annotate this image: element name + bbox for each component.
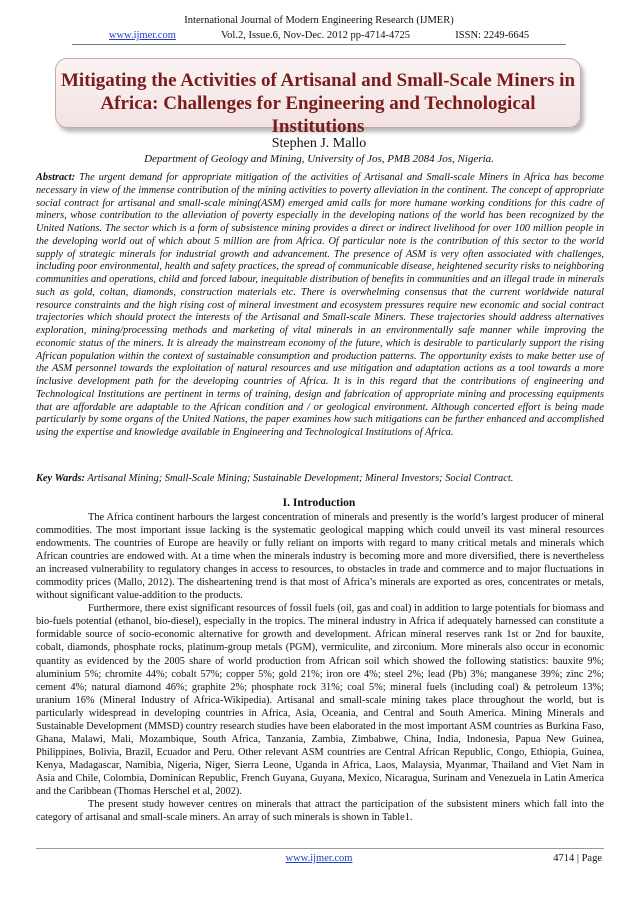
journal-details <box>0 29 638 43</box>
keywords-label: Key Wards: <box>36 473 85 484</box>
journal-volume: Vol.2, Issue.6, Nov-Dec. 2012 pp-4714-4725 <box>220 30 411 41</box>
paragraph: Furthermore, there exist significant resources of fossil fuels (oil, gas and coal) in addition to large potentials for biomass and bio-fuels potential (ethanol, bio-diesel), especially in the tropics. The mineral industry in Africa if adequately harnessed can constitute a formidable source of socio-economic alternative for growth and development. African mineral reserves rank 1st or 2nd for bauxite, cobalt, diamonds, phosphate rocks, platinum-group metals (PGM), vermiculite, and zirconium. More minerals also occur in economic quantity as evidenced by the 2005 share of world production from African soil which showed the following statistics: bauxite 9%; aluminium 5%; chromite 44%; cobalt 57%; copper 5%; gold 21%; iron ore 4%; steel 2%; lead (Pb) 3%; manganese 39%; zinc 2%; cement 4%; natural diamond 46%; graphite 2%; phosphate rock 31%; coal 5%; mineral fuels (including coal) & petroleum 13%; uranium 16% (Mineral Industry of Africa-Wikipedia). Artisanal and small-scale mining takes place throughout the world, but is particularly widespread in developing countries in Africa, Asia, Oceania, and Central and South America. Mining Minerals and Sustainable Development (MMSD) country research studies have been elaborated in the most important ASM countries as Burkina Faso, Ghana, Malawi, Mali, Mozambique, South Africa, Tanzania, Zambia, Zimbabwe, China, India, Indonesia, Papua New Guinea, Philippines, Bolivia, Brazil, Ecuador and Peru. Other relevant ASM countries are Central African Republic, Congo, Ethiopia, Guinea, Kenya, Madagascar, Namibia, Nigeria, Niger, Sierra Leone, Uganda in Africa, Laos, Malaysia, Myanmar, Thailand and Viet Nam in Asia and Chile, Colombia, Dominican Republic, French Guyana, Guyana, Mexico, Nicaragua, Surinam and Venezuela in Latin America and the Caribbean (Thomas Herschel et al, 2002). <box>36 603 604 797</box>
author-name: Stephen J. Mallo <box>271 136 367 151</box>
paper-title <box>56 69 580 138</box>
author-affiliation: Department of Geology and Mining, University of Jos, PMB 2084 Jos, Nigeria. <box>144 153 494 165</box>
header-divider <box>72 44 566 45</box>
title-line-2: Africa: Challenges for Engineering and Technological Institutions <box>100 93 536 137</box>
abstract <box>36 172 604 440</box>
paragraph: The Africa continent harbours the largest concentration of minerals and presently is the world’s largest producer of mineral commodities. The most important issue lacking is the systematic geological mapping which could unveil its vast mineral resources endowments. The countries of Europe are heavily or fully reliant on imports with regard to many critical metals and minerals which African countries are endowed with. At a time when the minerals industry is becoming more and more diversified, there is nevertheless an increased vulnerability to regulatory changes in access to resources, to obstacles in trade and commerce and to major fluctuations in commodity prices (Mallo, 2012). The disheartening trend is that most of Africa’s minerals are exported as ores, concentrates or metals, without significant value-addition to the products. <box>36 512 604 602</box>
footer-url-link[interactable]: www.ijmer.com <box>285 853 353 864</box>
keywords <box>36 472 604 485</box>
abstract-label: Abstract: <box>36 172 76 183</box>
abstract-text: The urgent demand for appropriate mitigation of the activities of Artisanal and Small-scale Miners in Africa has become necessary in view of the immense contribution of the mining activities to poverty alleviation in the continent. The concept of appropriate social contract for artisanal and small-scale mining(ASM) emerged amid calls for more humane working conditions for this cadre of miners, whose contribution to the alleviation of poverty especially in the developing nations of the world has been recognized by the United Nations. The sector which is a form of subsistence mining provides a direct or indirect livelihood for over 100 million people in the developing world out of which about 5 million are from Africa. Of particular note is the contribution of this sector to the world supply of strategic minerals for industrial growth and advancement. The presence of ASM is very often associated with challenges, including poor environmental, health and safety practices, the spread of communicable disease, heightened security risks to neighboring communities and operations, child and forced labour, inequitable distribution of benefits in communities and an illegal trade in minerals such as gold, coltan, diamonds, construction materials etc. There is overwhelming consensus that the current worldwide natural resource constraints and the high rising cost of mineral investment and ecosystem pressures require new economic and social contract trajectories which should protect the interests of the Artisanal and Small-scale Miners. These trajectories should address alternatives exploration, mining/processing methods and marketing of vital minerals in an environmentally safe manner while improving the economic status of the miners. It is already the mainstream economy of the future, which is desirable to particularly support the rising African population within the context of sustainable consumption and production patterns. The opportunity exists to make better use of the ASM personnel towards the exploitation of natural resources and use mitigation and adaptation actions as a tool towards a more inclusive development path for the developing countries of Africa. It is in this regard that the contributions of engineering and Technological Institutions are pertinent in terms of training, design and fabrication of appropriate mining and processing equipments that are affordable are adaptable to the African condition and / or geological environment. Although concerted effort is being made particularly by some organs of the United Nations, the paper examines how such mitigations can be further enhanced and accomplished using the expertise and knowledge available in Engineering and Technological Institutions of Africa. <box>36 172 604 438</box>
page-number: 4714 | Page <box>553 853 602 864</box>
body-text <box>36 511 604 824</box>
section-heading: I. Introduction <box>282 497 356 509</box>
paragraph: The present study however centres on minerals that attract the participation of the subsistent miners which fall into the category of artisanal and small-scale miners. An array of such minerals is shown in Table1. <box>36 799 604 824</box>
journal-url-link[interactable]: www.ijmer.com <box>108 30 176 41</box>
title-box <box>55 58 581 137</box>
footer-divider <box>36 848 604 849</box>
journal-name: International Journal of Modern Engineering Research (IJMER) <box>184 15 454 26</box>
journal-issn: ISSN: 2249-6645 <box>455 30 530 41</box>
keywords-text: Artisanal Mining; Small-Scale Mining; Sustainable Development; Mineral Investors; Social Contract. <box>87 473 514 484</box>
title-line-1: Mitigating the Activities of Artisanal and Small-Scale Miners in <box>60 70 576 91</box>
footer-url <box>0 853 638 864</box>
